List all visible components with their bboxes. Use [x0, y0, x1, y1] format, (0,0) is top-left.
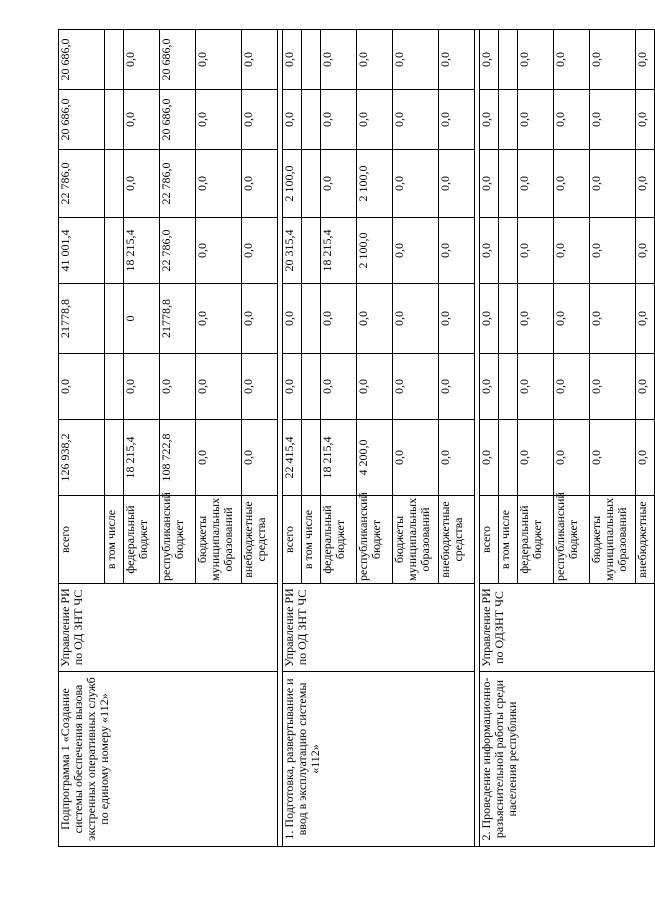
value-cell: 22 786,0	[160, 150, 196, 218]
section-name: 1. Подготовка, развертывание и ввод в эксплуатацию системы «112»	[283, 672, 475, 847]
value-cell	[302, 30, 321, 90]
value-cell: 0,0	[196, 30, 242, 90]
value-cell: 2 100,0	[283, 150, 302, 218]
value-cell: 0,0	[518, 30, 554, 90]
value-cell: 0,0	[480, 284, 499, 354]
value-cell: 0,0	[124, 354, 160, 420]
value-cell: 0,0	[439, 218, 475, 284]
value-cell: 22 786,0	[160, 218, 196, 284]
value-cell	[302, 150, 321, 218]
value-cell: 0,0	[242, 218, 278, 284]
value-cell: 0,0	[554, 284, 590, 354]
value-cell: 0,0	[518, 420, 554, 496]
value-cell: 0,0	[636, 284, 655, 354]
value-cell: 0,0	[59, 354, 105, 420]
value-cell: 0,0	[160, 354, 196, 420]
value-cell	[105, 420, 124, 496]
value-cell: 0,0	[393, 150, 439, 218]
value-cell: 0,0	[196, 150, 242, 218]
value-cell: 0,0	[439, 90, 475, 150]
value-cell: 0,0	[321, 284, 357, 354]
value-cell: 41 001,4	[59, 218, 105, 284]
value-cell: 0,0	[636, 218, 655, 284]
table-row	[480, 30, 499, 847]
value-cell	[105, 284, 124, 354]
source-cell: всего	[480, 496, 499, 584]
value-cell: 0,0	[439, 284, 475, 354]
source-cell: в том числе	[302, 496, 321, 584]
value-cell: 0,0	[196, 420, 242, 496]
value-cell: 0,0	[321, 30, 357, 90]
value-cell: 0,0	[518, 150, 554, 218]
value-cell: 0,0	[636, 420, 655, 496]
value-cell: 4 200,0	[357, 420, 393, 496]
value-cell: 0,0	[439, 354, 475, 420]
value-cell	[302, 284, 321, 354]
budget-table	[58, 29, 655, 847]
value-cell	[105, 30, 124, 90]
value-cell	[105, 90, 124, 150]
value-cell	[105, 354, 124, 420]
value-cell	[499, 218, 518, 284]
value-cell: 0,0	[242, 30, 278, 90]
value-cell	[302, 218, 321, 284]
source-cell: всего	[59, 496, 105, 584]
value-cell: 0,0	[393, 420, 439, 496]
value-cell: 0,0	[439, 30, 475, 90]
value-cell: 0,0	[439, 420, 475, 496]
responsible-cell: Управление РИ по ОД ЗНТ ЧС	[59, 584, 278, 672]
value-cell: 0,0	[554, 218, 590, 284]
source-cell: республиканский бюджет	[554, 496, 590, 584]
value-cell: 0,0	[357, 284, 393, 354]
source-cell: федеральный бюджет	[321, 496, 357, 584]
value-cell: 0,0	[480, 150, 499, 218]
value-cell: 0,0	[554, 90, 590, 150]
value-cell: 2 100,0	[357, 150, 393, 218]
responsible-cell: Управление РИ по ОД ЗНТ ЧС	[283, 584, 475, 672]
source-cell: в том числе	[499, 496, 518, 584]
value-cell	[499, 354, 518, 420]
value-cell	[499, 150, 518, 218]
value-cell: 0,0	[554, 354, 590, 420]
source-cell: всего	[283, 496, 302, 584]
value-cell: 0,0	[321, 150, 357, 218]
value-cell: 0,0	[242, 284, 278, 354]
value-cell	[105, 150, 124, 218]
value-cell	[499, 30, 518, 90]
value-cell: 0,0	[196, 90, 242, 150]
section-name: 2. Проведение информационно-разъяснительной работы среди населения республики	[480, 672, 655, 847]
source-cell: бюджеты муниципальных образований	[590, 496, 636, 584]
value-cell: 0,0	[636, 30, 655, 90]
value-cell: 0,0	[480, 420, 499, 496]
value-cell: 0,0	[518, 284, 554, 354]
value-cell: 18 215,4	[321, 420, 357, 496]
rotated-page	[58, 30, 649, 847]
value-cell	[302, 420, 321, 496]
value-cell: 22 415,4	[283, 420, 302, 496]
source-cell: бюджеты муниципальных образований	[196, 496, 242, 584]
source-cell: бюджеты муниципальных образований	[393, 496, 439, 584]
value-cell: 0,0	[283, 90, 302, 150]
value-cell: 0,0	[480, 90, 499, 150]
value-cell: 20 686,0	[160, 30, 196, 90]
source-cell: внебюджетные	[636, 496, 655, 584]
value-cell: 21778,8	[160, 284, 196, 354]
value-cell: 20 686,0	[59, 30, 105, 90]
value-cell: 0,0	[480, 30, 499, 90]
section-name: Подпрограмма 1 «Создание системы обеспечения вызова экстренных оперативных служб по единому номеру «112»	[59, 672, 278, 847]
value-cell: 0,0	[196, 354, 242, 420]
value-cell: 0,0	[242, 420, 278, 496]
source-cell: в том числе	[105, 496, 124, 584]
value-cell: 0,0	[393, 218, 439, 284]
value-cell: 0	[124, 284, 160, 354]
value-cell	[499, 90, 518, 150]
value-cell: 0,0	[357, 30, 393, 90]
value-cell: 18 215,4	[124, 420, 160, 496]
value-cell: 0,0	[590, 90, 636, 150]
value-cell: 108 722,8	[160, 420, 196, 496]
value-cell: 0,0	[590, 218, 636, 284]
value-cell: 0,0	[518, 90, 554, 150]
value-cell: 0,0	[196, 284, 242, 354]
value-cell: 0,0	[283, 354, 302, 420]
value-cell: 2 100,0	[357, 218, 393, 284]
value-cell: 126 938,2	[59, 420, 105, 496]
value-cell: 0,0	[196, 218, 242, 284]
value-cell: 0,0	[636, 150, 655, 218]
value-cell: 0,0	[393, 284, 439, 354]
value-cell: 0,0	[393, 90, 439, 150]
value-cell: 0,0	[283, 30, 302, 90]
value-cell	[499, 420, 518, 496]
value-cell: 0,0	[124, 30, 160, 90]
value-cell: 20 686,0	[160, 90, 196, 150]
responsible-cell: Управление РИ по ОДЗНТ ЧС	[480, 584, 655, 672]
value-cell: 0,0	[590, 150, 636, 218]
value-cell: 0,0	[590, 354, 636, 420]
value-cell: 0,0	[590, 30, 636, 90]
value-cell: 0,0	[393, 30, 439, 90]
value-cell: 0,0	[480, 354, 499, 420]
value-cell: 0,0	[242, 90, 278, 150]
table-row	[59, 30, 105, 847]
value-cell: 0,0	[636, 90, 655, 150]
value-cell: 0,0	[242, 354, 278, 420]
value-cell	[302, 90, 321, 150]
value-cell: 0,0	[590, 284, 636, 354]
source-cell: внебюджетные средства	[242, 496, 278, 584]
value-cell: 0,0	[636, 354, 655, 420]
source-cell: республиканский бюджет	[160, 496, 196, 584]
source-cell: внебюджетные средства	[439, 496, 475, 584]
value-cell: 0,0	[590, 420, 636, 496]
value-cell: 0,0	[518, 218, 554, 284]
value-cell: 20 686,0	[59, 90, 105, 150]
value-cell: 0,0	[124, 90, 160, 150]
value-cell: 0,0	[357, 354, 393, 420]
value-cell: 0,0	[554, 420, 590, 496]
value-cell: 0,0	[554, 30, 590, 90]
value-cell: 0,0	[242, 150, 278, 218]
value-cell: 0,0	[321, 354, 357, 420]
table-row	[283, 30, 302, 847]
value-cell: 18 215,4	[321, 218, 357, 284]
value-cell	[302, 354, 321, 420]
source-cell: республиканский бюджет	[357, 496, 393, 584]
value-cell: 0,0	[283, 284, 302, 354]
value-cell: 0,0	[321, 90, 357, 150]
value-cell	[499, 284, 518, 354]
source-cell: федеральный бюджет	[124, 496, 160, 584]
value-cell: 0,0	[124, 150, 160, 218]
value-cell	[105, 218, 124, 284]
value-cell: 0,0	[554, 150, 590, 218]
value-cell: 0,0	[480, 218, 499, 284]
value-cell: 0,0	[518, 354, 554, 420]
value-cell: 0,0	[439, 150, 475, 218]
value-cell: 20 315,4	[283, 218, 302, 284]
value-cell: 22 786,0	[59, 150, 105, 218]
value-cell: 21778,8	[59, 284, 105, 354]
value-cell: 0,0	[357, 90, 393, 150]
source-cell: федеральный бюджет	[518, 496, 554, 584]
value-cell: 18 215,4	[124, 218, 160, 284]
value-cell: 0,0	[393, 354, 439, 420]
